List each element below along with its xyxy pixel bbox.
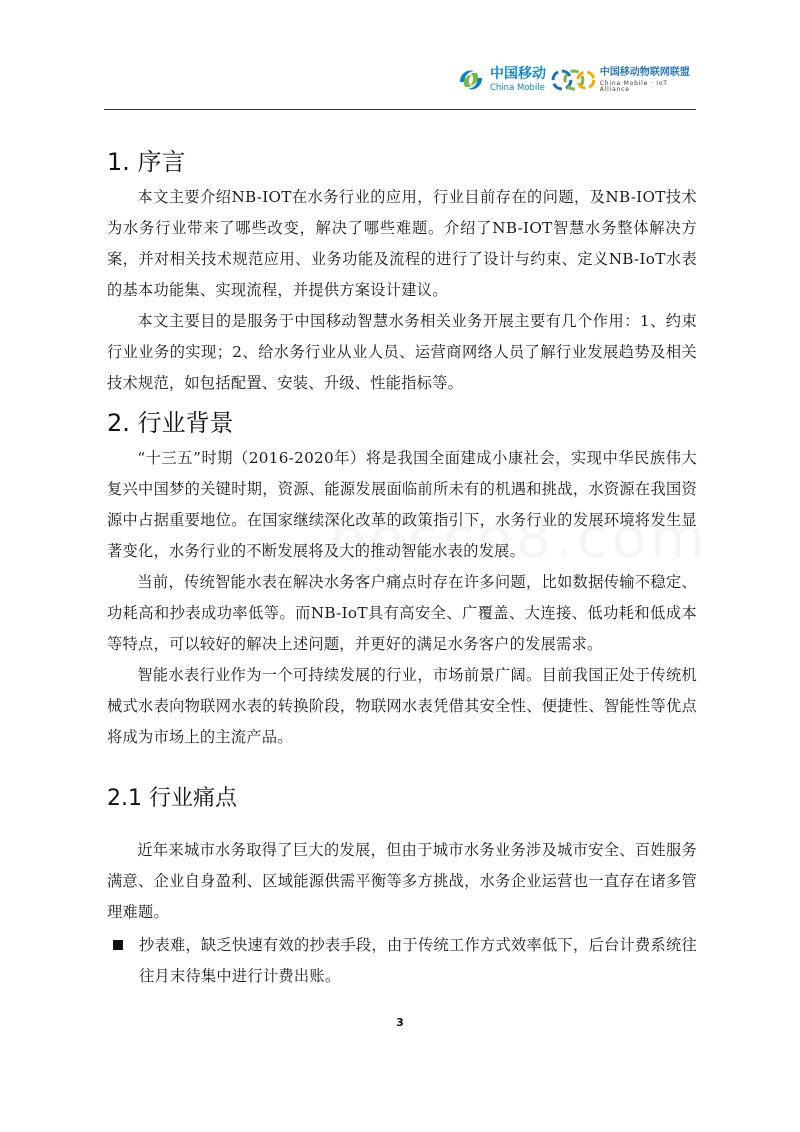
section-2-1-paragraph-1: 近年来城市水务取得了巨大的发展，但由于城市水务业务涉及城市安全、百姓服务满意、企业自身盈利、区域能源供需平衡等多方挑战，水务企业运营也一直存在诸多管理难题。 xyxy=(107,841,697,921)
page-number: 3 xyxy=(396,1016,404,1029)
section-2-paragraph-2: 当前，传统智能水表在解决水务客户痛点时存在许多问题，比如数据传输不稳定、功耗高和抄表成功率低等。而NB-IoT具有高安全、广覆盖、大连接、低功耗和低成本等特点，可以较好的解决上述问题，并更好的满足水务客户的发展需求。 xyxy=(107,573,697,653)
section-2-paragraph-1: “十三五”时期（2016-2020年）将是我国全面建成小康社会，实现中华民族伟大复兴中国梦的关键时期，资源、能源发展面临前所未有的机遇和挑战，水资源在我国资源中占据重要地位。在国家继续深化改革的政策指引下，水务行业的发展环境将发生显著变化，水务行业的不断发展将及大的推动智能水表的发展。 xyxy=(107,449,697,560)
china-mobile-logo-icon xyxy=(456,65,486,95)
bullet-item-text: 抄表难，缺乏快速有效的抄表手段，由于传统工作方式效率低下，后台计费系统往往月末待集中进行计费出账。 xyxy=(139,936,697,985)
iot-alliance-logo xyxy=(550,64,700,96)
china-mobile-logo xyxy=(456,62,546,98)
section-1-heading: 1. 序言 xyxy=(107,148,186,176)
section-2-paragraph-3: 智能水表行业作为一个可持续发展的行业，市场前景广阔。目前我国正处于传统机械式水表向物联网水表的转换阶段，物联网水表凭借其安全性、便捷性、智能性等优点将成为市场上的主流产品。 xyxy=(107,666,697,746)
iot-alliance-logo-icon xyxy=(550,65,596,95)
section-1-paragraph-2: 本文主要目的是服务于中国移动智慧水务相关业务开展主要有几个作用：1、约束行业业务的实现；2、给水务行业从业人员、运营商网络人员了解行业发展趋势及相关技术规范，如包括配置、安装、升级、性能指标等。 xyxy=(107,312,697,392)
section-2-1-heading: 2.1 行业痛点 xyxy=(107,786,237,811)
square-bullet-icon xyxy=(113,940,123,950)
china-mobile-logo-zh: 中国移动 xyxy=(490,66,546,83)
iot-alliance-logo-zh: 中国移动物联网联盟 xyxy=(599,66,690,78)
page-header xyxy=(0,0,800,112)
page-body xyxy=(107,142,697,992)
header-divider xyxy=(104,109,696,110)
section-2-heading: 2. 行业背景 xyxy=(107,409,234,437)
bullet-item xyxy=(107,930,697,992)
iot-alliance-logo-en: China Mobile · IoT Alliance xyxy=(599,79,668,93)
section-1-paragraph-1: 本文主要介绍NB-IOT在水务行业的应用，行业目前存在的问题，及NB-IOT技术为水务行业带来了哪些改变，解决了哪些难题。介绍了NB-IOT智慧水务整体解决方案，并对相关技术规范应用、业务功能及流程的进行了设计与约束、定义NB-IoT水表的基本功能集、实现流程，并提供方案设计建议。 xyxy=(107,188,697,299)
china-mobile-logo-en: China Mobile xyxy=(490,83,545,94)
